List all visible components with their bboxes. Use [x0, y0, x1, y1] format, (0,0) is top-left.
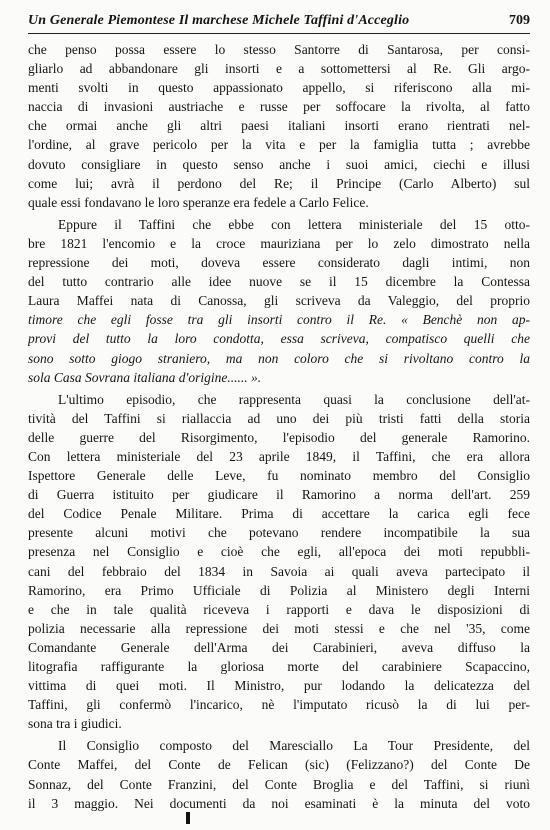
text-line: vittima di quei moti. Il Ministro, pur lodando la delicatezza del — [28, 678, 530, 694]
text-line: timore che egli fosse tra gli insorti contro il Re. « Benchè non ap- — [28, 312, 530, 328]
text-line: polizia necessarie alla repressione dei moti stessi e che nel '35, come — [28, 620, 530, 636]
text-line: l'ordine, al grave pericolo per la vita e per la famiglia tutta ; avrebbe — [28, 137, 530, 153]
text-line: Il Consiglio composto del Maresciallo La Tour Presidente, del — [58, 738, 530, 754]
text-line: menti svolti in questo appassionato appello, si riferiscono alla mi- — [28, 80, 530, 96]
text-line: che ormai anche gli altri paesi italiani insorti erano rientrati nel- — [28, 118, 530, 134]
text-line: sona tra i giudici. — [28, 716, 122, 732]
text-line: gliarlo ad abbandonare gli insorti e a sottomettersi al Re. Gli argo- — [28, 61, 530, 77]
text-line: naccia di invasioni austriache e russe per soffocare la rivolta, al fatto — [28, 99, 530, 115]
text-line: del tutto contrario alle idee nuove se il 15 dicembre la Contessa — [28, 274, 530, 290]
paragraph — [28, 736, 530, 812]
text-line: il 3 maggio. Nei documenti da noi esaminati è la minuta del voto — [28, 795, 530, 811]
paragraph — [28, 390, 530, 734]
text-line: che penso possa essere lo stesso Santorre di Santarosa, per consi- — [28, 42, 530, 57]
text-line: dovuto consigliare in questo senso anche i suoi amici, ciechi e illusi — [28, 156, 530, 172]
text-line: Ispettore Generale delle Leve, fu nominato membro del Consiglio — [28, 468, 530, 484]
text-line: Sonnaz, del Conte Franzini, del Conte Broglia e del Taffini, si riunì — [28, 776, 530, 792]
text-line: provi del tutto la loro condotta, essa scriveva, compatisco quelli che — [28, 331, 530, 347]
text-line: sono sotto giogo straniero, ma non coloro che si rivoltano contro la — [28, 350, 530, 366]
text-line: quale essi fondavano le loro speranze era fedele a Carlo Felice. — [28, 194, 369, 210]
text-line: Laura Maffei nata di Canossa, gli scriveva da Valeggio, del proprio — [28, 293, 530, 309]
header-rule — [28, 33, 530, 34]
text-line: sola Casa Sovrana italiana d'origine...... ». — [28, 369, 262, 385]
paragraph — [28, 215, 530, 387]
text-line: Comandante Generale dell'Arma dei Carabinieri, aveva diffuso la — [28, 639, 530, 655]
page-number: 709 — [509, 13, 530, 28]
text-line: di Guerra istituito per giudicare il Ramorino a norma dell'art. 259 — [28, 487, 530, 503]
text-line: litografia raffigurante la gloriosa morte del carabiniere Scapaccino, — [28, 659, 530, 674]
text-line: cani del febbraio del 1834 in Savoia ai quali aveva partecipato il — [28, 563, 530, 579]
text-line: Taffini, gli confermò l'incarico, nè l'imputato ricusò la di lui per- — [28, 697, 530, 713]
text-line: come lui; avrà il perdono del Re; il Principe (Carlo Alberto) sul — [28, 175, 530, 191]
text-line: Ramorino, era Primo Ufficiale di Polizia al Ministero degli Interni — [28, 582, 530, 598]
paragraph — [28, 40, 530, 212]
text-line: delle guerre del Risorgimento, l'episodio del generale Ramorino. — [28, 429, 530, 445]
text-line: presente alcuni motivi che potevano rendere incompatibile la sua — [28, 525, 530, 541]
text-line: presenza nel Consiglio e cioè che egli, all'epoca dei moti repubbli- — [28, 544, 530, 560]
text-line: e che in tale qualità riceveva i rapporti e dava le disposizioni di — [28, 601, 530, 617]
ink-mark — [186, 812, 190, 824]
text-line: repressione dei moti, doveva essere considerato dagli intimi, non — [28, 255, 530, 271]
document-body — [28, 40, 530, 825]
text-line: L'ultimo episodio, che rappresenta quasi la conclusione dell'at- — [58, 391, 530, 407]
text-line: Conte Maffei, del Conte de Felican (sic) (Felizzano?) del Conte De — [28, 757, 530, 773]
text-line: Eppure il Taffini che ebbe con lettera ministeriale del 15 otto- — [58, 216, 530, 232]
text-line: del Codice Penale Militare. Prima di accettare la carica egli fece — [28, 506, 530, 522]
running-header-title: Un Generale Piemontese Il marchese Michele Taffini d'Acceglio — [28, 13, 410, 28]
text-line: tività del Taffini si riallaccia ad uno dei più tristi fatti della storia — [28, 410, 530, 426]
text-line: Con lettera ministeriale del 23 aprile 1849, il Taffini, che era allora — [28, 448, 530, 464]
text-line: bre 1821 l'encomio e la croce mauriziana per lo zelo dimostrato nella — [28, 235, 530, 251]
running-header — [28, 10, 530, 32]
